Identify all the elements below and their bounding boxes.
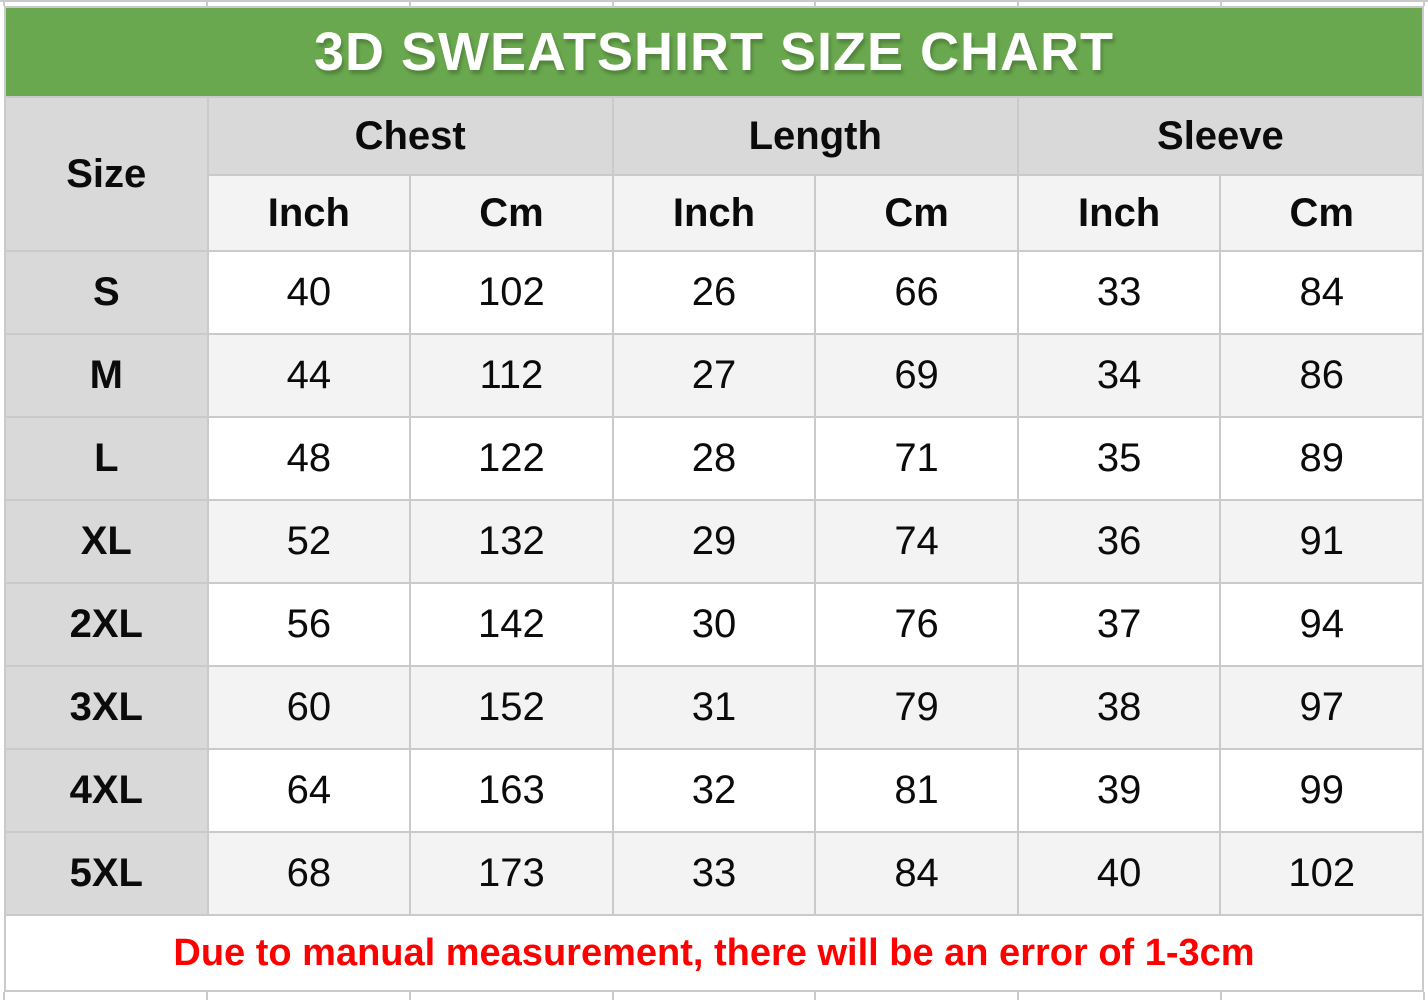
value-cell: 68 [209,833,410,914]
value-cell: 71 [816,418,1017,499]
unit-header-chest-cm: Cm [411,176,612,250]
size-label-5xl: 5XL [6,833,207,914]
value-cell: 56 [209,584,410,665]
value-cell: 27 [614,335,815,416]
value-cell: 84 [816,833,1017,914]
unit-header-length-inch: Inch [614,176,815,250]
value-cell: 30 [614,584,815,665]
size-label-3xl: 3XL [6,667,207,748]
top-strip-cell [1222,2,1423,6]
value-cell: 84 [1221,252,1422,333]
size-label-4xl: 4XL [6,750,207,831]
top-strip-cell [411,2,612,6]
size-label-2xl: 2XL [6,584,207,665]
value-cell: 112 [411,335,612,416]
value-cell: 76 [816,584,1017,665]
value-cell: 132 [411,501,612,582]
bottom-strip-cell [0,992,3,1000]
column-group-sleeve: Sleeve [1019,98,1422,174]
value-cell: 28 [614,418,815,499]
column-group-length: Length [614,98,1017,174]
value-cell: 89 [1221,418,1422,499]
value-cell: 74 [816,501,1017,582]
bottom-partial-row [0,992,1428,1000]
column-header-size: Size [6,98,207,250]
value-cell: 44 [209,335,410,416]
top-strip-cell [1019,2,1220,6]
top-strip-cell [614,2,815,6]
value-cell: 122 [411,418,612,499]
value-cell: 31 [614,667,815,748]
size-label-m: M [6,335,207,416]
value-cell: 60 [209,667,410,748]
unit-header-sleeve-inch: Inch [1019,176,1220,250]
value-cell: 26 [614,252,815,333]
value-cell: 40 [1019,833,1220,914]
value-cell: 102 [411,252,612,333]
unit-header-chest-inch: Inch [209,176,410,250]
bottom-strip-cell [208,992,409,1000]
bottom-strip-cell [411,992,612,1000]
size-label-xl: XL [6,501,207,582]
value-cell: 34 [1019,335,1220,416]
size-chart-table [4,6,1424,992]
value-cell: 81 [816,750,1017,831]
top-strip-cell [208,2,409,6]
value-cell: 173 [411,833,612,914]
value-cell: 94 [1221,584,1422,665]
size-label-l: L [6,418,207,499]
value-cell: 142 [411,584,612,665]
top-strip-cell [0,2,3,6]
value-cell: 163 [411,750,612,831]
value-cell: 32 [614,750,815,831]
value-cell: 97 [1221,667,1422,748]
value-cell: 33 [614,833,815,914]
value-cell: 37 [1019,584,1220,665]
value-cell: 48 [209,418,410,499]
value-cell: 40 [209,252,410,333]
value-cell: 91 [1221,501,1422,582]
top-strip-cell [816,2,1017,6]
value-cell: 66 [816,252,1017,333]
top-strip-cell [5,2,206,6]
value-cell: 99 [1221,750,1422,831]
value-cell: 64 [209,750,410,831]
value-cell: 39 [1019,750,1220,831]
value-cell: 36 [1019,501,1220,582]
bottom-strip-cell [1222,992,1423,1000]
size-label-s: S [6,252,207,333]
value-cell: 86 [1221,335,1422,416]
value-cell: 79 [816,667,1017,748]
bottom-strip-cell [1019,992,1220,1000]
unit-header-sleeve-cm: Cm [1221,176,1422,250]
column-group-chest: Chest [209,98,612,174]
value-cell: 29 [614,501,815,582]
top-partial-row [0,0,1428,6]
value-cell: 35 [1019,418,1220,499]
value-cell: 38 [1019,667,1220,748]
unit-header-length-cm: Cm [816,176,1017,250]
value-cell: 33 [1019,252,1220,333]
value-cell: 102 [1221,833,1422,914]
value-cell: 52 [209,501,410,582]
bottom-strip-cell [816,992,1017,1000]
page-title: 3D SWEATSHIRT SIZE CHART [6,8,1422,96]
value-cell: 69 [816,335,1017,416]
measurement-note: Due to manual measurement, there will be an error of 1-3cm [6,916,1422,990]
bottom-strip-cell [5,992,206,1000]
bottom-strip-cell [614,992,815,1000]
value-cell: 152 [411,667,612,748]
